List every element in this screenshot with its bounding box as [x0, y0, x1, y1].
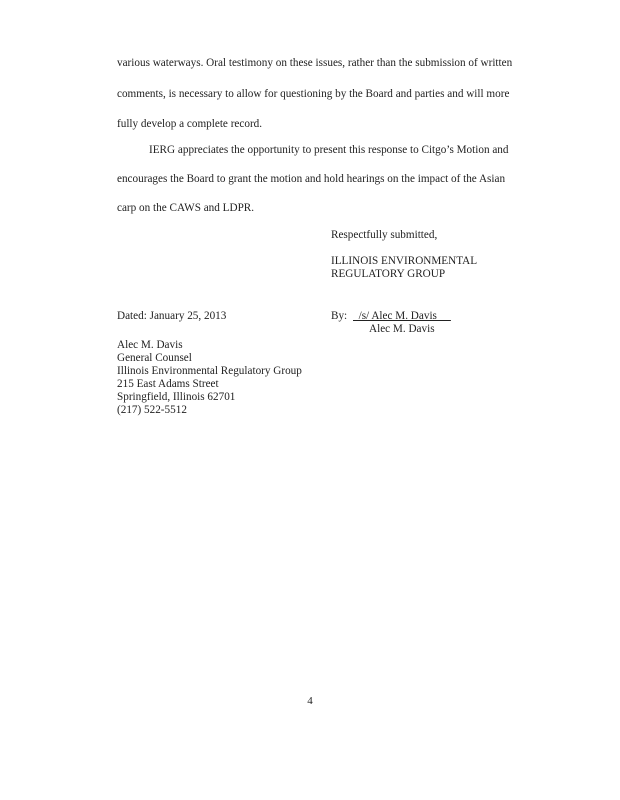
paragraph2-line1: IERG appreciates the opportunity to present this response to Citgo’s Motion and	[149, 144, 509, 156]
paragraph1-line2: comments, is necessary to allow for questioning by the Board and parties and will more	[117, 88, 510, 100]
org-name-line1: ILLINOIS ENVIRONMENTAL	[331, 255, 478, 267]
contact-street: 215 East Adams Street	[117, 378, 219, 390]
contact-title: General Counsel	[117, 352, 192, 364]
signer-name: Alec M. Davis	[369, 323, 435, 335]
by-label: By:	[331, 310, 348, 322]
dated-line: Dated: January 25, 2013	[117, 310, 227, 322]
signature-line: /s/ Alec M. Davis	[353, 310, 451, 322]
paragraph2-line2: encourages the Board to grant the motion and hold hearings on the impact of the Asian	[117, 173, 506, 185]
paragraph1-line3: fully develop a complete record.	[117, 118, 263, 130]
paragraph1-line1: various waterways. Oral testimony on these issues, rather than the submission of written	[117, 57, 513, 69]
page-number: 4	[307, 695, 313, 707]
contact-city: Springfield, Illinois 62701	[117, 391, 236, 403]
contact-organization: Illinois Environmental Regulatory Group	[117, 365, 302, 377]
closing-text: Respectfully submitted,	[331, 229, 438, 241]
contact-name: Alec M. Davis	[117, 339, 183, 351]
org-name-line2: REGULATORY GROUP	[331, 268, 446, 280]
contact-phone: (217) 522-5512	[117, 404, 187, 416]
paragraph2-line3: carp on the CAWS and LDPR.	[117, 202, 255, 214]
